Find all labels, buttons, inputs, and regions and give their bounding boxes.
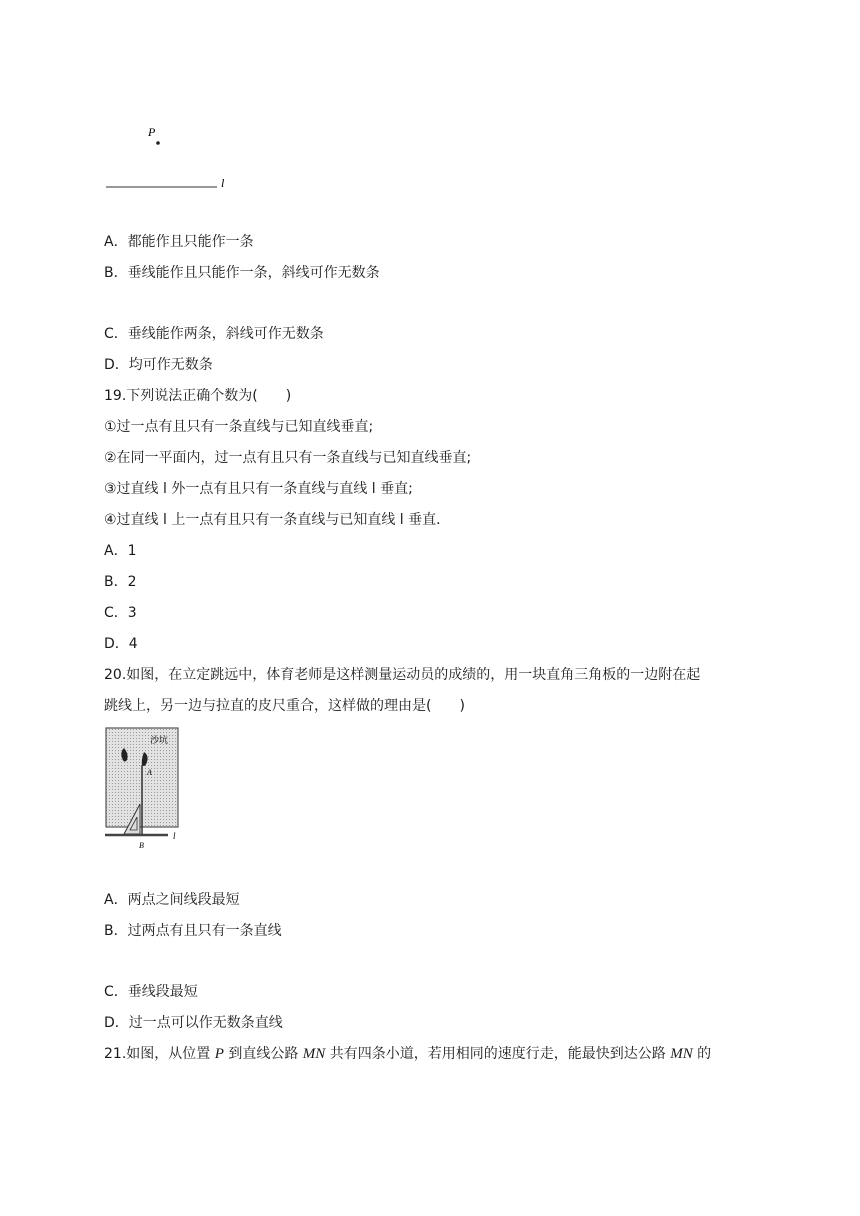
- q18-option-c: C．垂线能作两条，斜线可作无数条: [104, 326, 324, 342]
- figure-point-line: [100, 120, 240, 195]
- q20-stem-line-1: 20.如图，在立定跳远中，体育老师是这样测量运动员的成绩的，用一块直角三角板的一边附在起: [104, 667, 701, 683]
- q19-statement-4: ④过直线 l 上一点有且只有一条直线与已知直线 l 垂直．: [104, 512, 451, 528]
- q20-option-b: B．过两点有且只有一条直线: [104, 923, 282, 939]
- q19-statement-3: ③过直线 l 外一点有且只有一条直线与直线 l 垂直;: [104, 481, 413, 497]
- q19-stem: 19.下列说法正确个数为( ): [104, 388, 292, 404]
- q21-stem-mid2: 共有四条小道，若用相同的速度行走，能最快到达公路: [325, 1046, 671, 1062]
- q21-stem-post: 的: [692, 1046, 712, 1062]
- q20-option-a: A．两点之间线段最短: [104, 892, 240, 908]
- point-a-label: A: [147, 768, 152, 777]
- line-l-label-2: l: [173, 831, 176, 841]
- q21-road-mn-1: MN: [302, 1046, 326, 1062]
- q21-stem: [104, 1045, 711, 1063]
- q19-option-b: B．2: [104, 574, 137, 590]
- q19-option-a: A．1: [104, 543, 137, 559]
- point-b-label: B: [139, 841, 144, 850]
- point-p-label: P: [148, 125, 156, 139]
- q18-option-d: D．均可作无数条: [104, 357, 213, 373]
- q18-option-b: B．垂线能作且只能作一条，斜线可作无数条: [104, 265, 380, 281]
- q21-road-mn-2: MN: [670, 1046, 693, 1062]
- line-l-label: l: [221, 176, 225, 190]
- q19-statement-2: ②在同一平面内，过一点有且只有一条直线与已知直线垂直;: [104, 450, 472, 466]
- q20-stem-line-2: 跳线上，另一边与拉直的皮尺重合，这样做的理由是( ): [104, 698, 465, 714]
- q21-stem-pre: 21.如图，从位置: [104, 1046, 215, 1062]
- sandpit-label: 沙坑: [150, 736, 169, 746]
- point-p-dot: [156, 141, 160, 145]
- q20-option-d: D．过一点可以作无数条直线: [104, 1015, 283, 1031]
- figure-long-jump: [100, 720, 190, 850]
- q19-statement-1: ①过一点有且只有一条直线与已知直线垂直;: [104, 419, 374, 435]
- q21-point-p: P: [214, 1046, 224, 1062]
- q20-option-c: C．垂线段最短: [104, 984, 198, 1000]
- q21-stem-mid1: 到直线公路: [223, 1046, 303, 1062]
- q19-option-c: C．3: [104, 605, 137, 621]
- q18-option-a: A．都能作且只能作一条: [104, 234, 254, 250]
- q19-option-d: D．4: [104, 636, 138, 652]
